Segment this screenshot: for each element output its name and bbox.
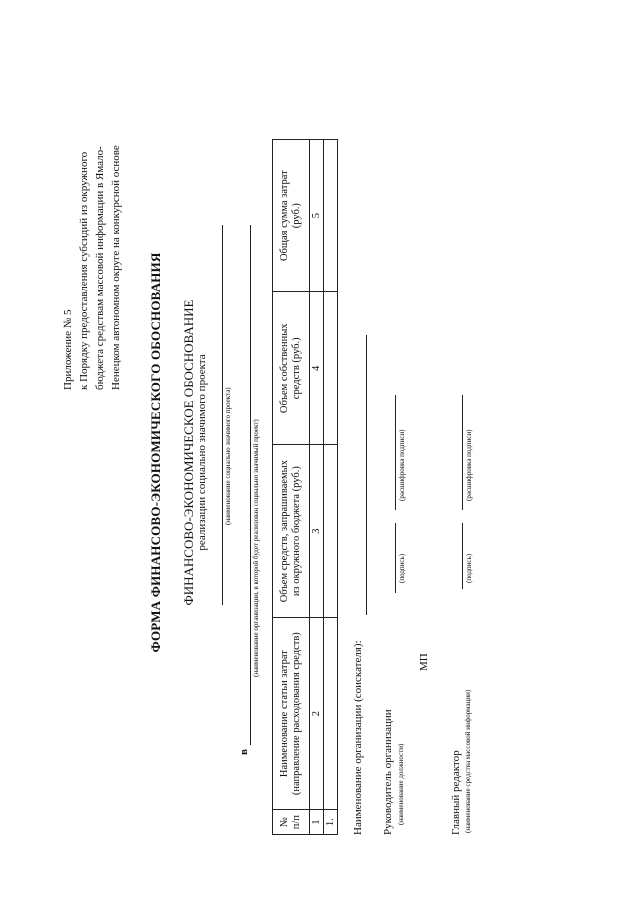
annex-line-4: Ненецком автономном округе на конкурсной основе xyxy=(110,145,122,390)
header-requested-l2: из окружного бюджета (руб.) xyxy=(291,466,302,597)
stamp-label: МП xyxy=(418,653,430,671)
header-item-l1: Наименование статьи затрат xyxy=(279,650,290,778)
table-row xyxy=(324,140,338,835)
annex-line-2: к Порядку предоставления субсидий из окружного xyxy=(78,151,90,390)
table-cell: 2 xyxy=(310,618,324,810)
head-decode-line xyxy=(395,395,396,510)
header-own-l2: средств (руб.) xyxy=(291,337,302,400)
cost-table xyxy=(272,139,338,835)
form-title: ФОРМА ФИНАНСОВО-ЭКОНОМИЧЕСКОГО ОБОСНОВАНИЯ xyxy=(148,252,163,653)
head-decode-caption: (расшифровка подписи) xyxy=(398,429,406,501)
table-cell[interactable] xyxy=(324,292,338,445)
header-item xyxy=(273,618,310,810)
editor-caption: (наименование средства массовой информации) xyxy=(464,689,472,833)
editor-decode-caption: (расшифровка подписи) xyxy=(465,429,473,501)
project-name-caption: (наименование социально значимого проекта) xyxy=(224,387,232,525)
org-line xyxy=(250,225,251,745)
table-cell: 4 xyxy=(310,292,324,445)
editor-sign-line xyxy=(462,523,463,589)
table-cell: 1 xyxy=(310,810,324,835)
org-name-line xyxy=(366,335,367,615)
project-name-line xyxy=(222,225,223,605)
header-own xyxy=(273,292,310,445)
head-sign-line xyxy=(395,523,396,593)
header-requested-l1: Объем средств, запрашиваемых xyxy=(279,460,290,603)
editor-sign-caption: (подпись) xyxy=(465,553,473,583)
table-cell[interactable] xyxy=(324,445,338,618)
header-total-l1: Общая сумма затрат xyxy=(279,170,290,262)
header-own-l1: Объем собственных xyxy=(279,323,290,414)
annex-block xyxy=(60,145,124,390)
table-header-row xyxy=(273,140,310,835)
head-label: Руководитель организации xyxy=(382,709,394,835)
in-label: в xyxy=(238,749,250,755)
table-number-row xyxy=(310,140,324,835)
table-cell: 3 xyxy=(310,445,324,618)
org-caption: (наименование организации, в которой будет реализован социально значимый проект) xyxy=(252,419,260,677)
table-cell: 1. xyxy=(324,810,338,835)
annex-line-3: бюджета средствам массовой информации в Ямало- xyxy=(94,146,106,390)
org-name-label: Наименование организации (соискателя): xyxy=(352,640,364,835)
doc-title: ФИНАНСОВО-ЭКОНОМИЧЕСКОЕ ОБОСНОВАНИЕ xyxy=(181,299,196,606)
table-cell[interactable] xyxy=(324,618,338,810)
table-cell[interactable] xyxy=(324,140,338,292)
header-requested xyxy=(273,445,310,618)
annex-line-1: Приложение № 5 xyxy=(62,309,74,390)
header-num-l2: п/п xyxy=(291,815,302,830)
table-cell: 5 xyxy=(310,140,324,292)
header-num xyxy=(273,810,310,835)
head-sign-caption: (подпись) xyxy=(398,553,406,583)
header-total xyxy=(273,140,310,292)
header-total-l2: (руб.) xyxy=(291,203,302,229)
editor-label: Главный редактор xyxy=(450,750,462,835)
header-item-l2: (направление расходования средств) xyxy=(291,632,302,796)
header-num-l1: № xyxy=(279,817,290,828)
doc-subtitle: реализации социально значимого проекта xyxy=(196,354,208,551)
head-caption: (наименование должности) xyxy=(397,743,405,825)
editor-decode-line xyxy=(462,395,463,510)
